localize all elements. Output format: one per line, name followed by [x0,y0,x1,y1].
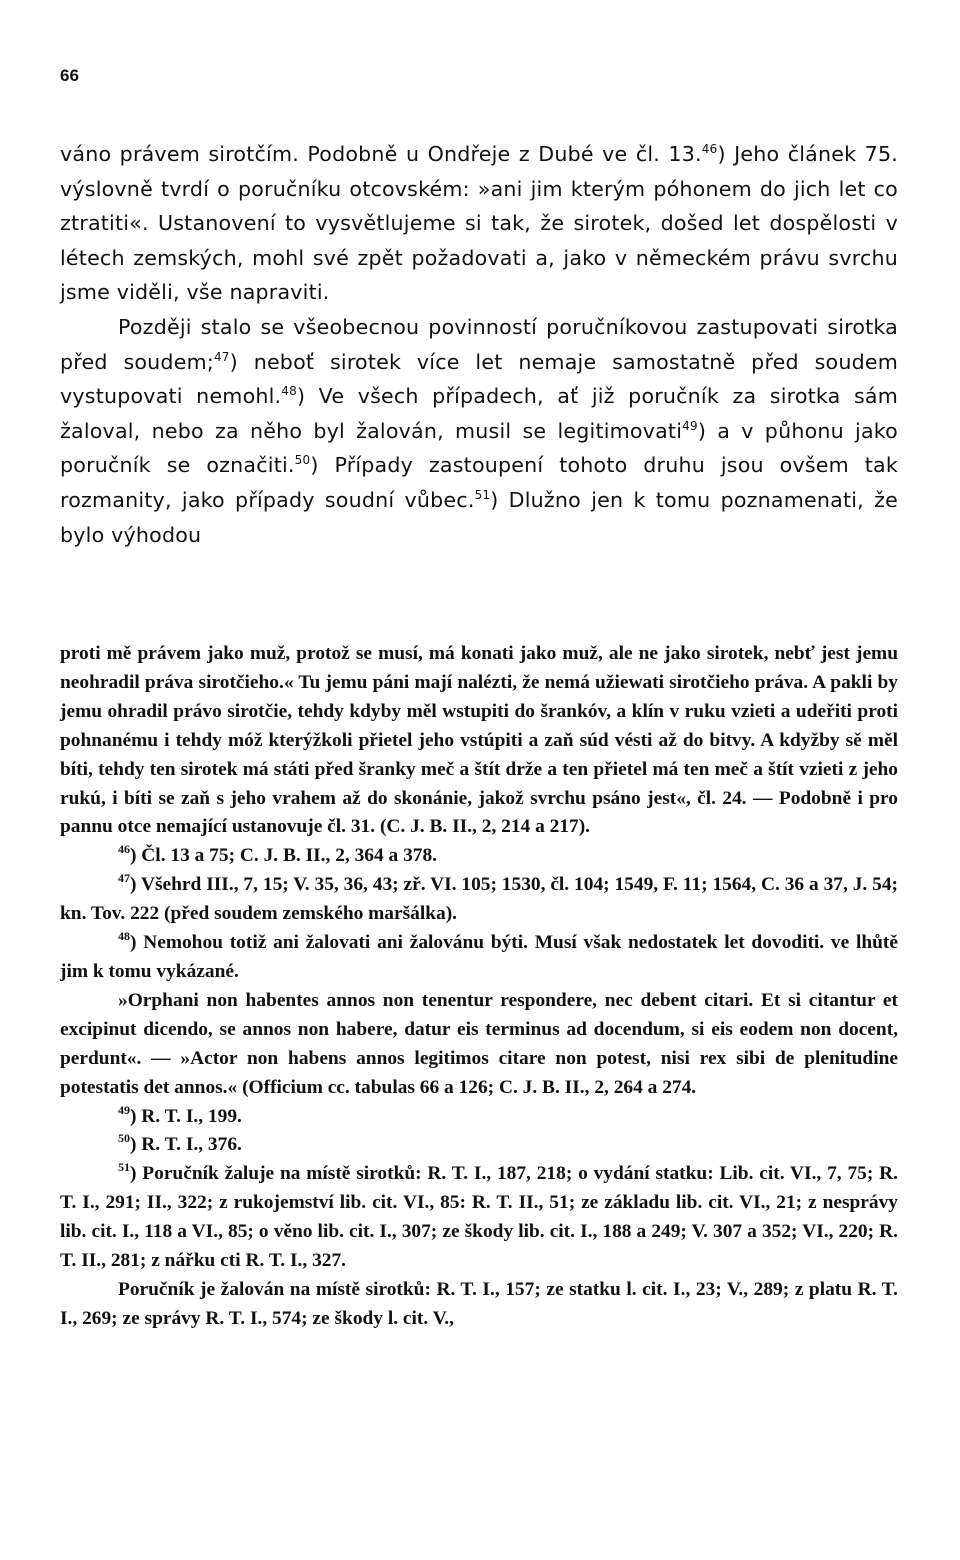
footnote-number: 51 [118,1160,130,1175]
footnote-text: ) Poručník žaluje na místě sirotků: R. T. I., 187, 218; o vydání statku: Lib. cit. VI., 7, 75; R. T. I., 291; II., 322; z rukojemství lib. cit. VI., 85: R. T. II., 51; ze základu lib. cit. VI., 21; z nesprávy lib. cit. I., 118 a VI., 85; o věno lib. cit. I., 307; ze škody lib. cit. I., 188 a 249; V. 307 a 352; VI., 220; R. T. II., 281; z nářku cti R. T. I., 327. [60,1163,898,1272]
footnote-number: 48 [118,929,130,944]
paragraph [60,310,898,552]
text-segment: ) a v půhonu jako poručník se označiti. [60,418,898,478]
footnote-50 [60,1131,898,1160]
footnote-48 [60,929,898,987]
text-segment: ) Dlužno jen k tomu poznamenati, že bylo výhodou [60,487,898,547]
footnote-reference: 51 [474,487,491,502]
footnote-reference: 46 [701,142,718,156]
footnote-51-continuation: Poručník je žalován na místě sirotků: R. T. I., 157; ze statku l. cit. I., 23; V., 289; z platu R. T. I., 269; ze správy R. T. I., 574; ze škody l. cit. V., [60,1278,898,1329]
page-number: 66 [60,66,79,85]
text-segment: ) Případy zastoupení tohoto druhu jsou ovšem tak rozmanity, jako případy soudní vůbec. [60,453,898,512]
footnote-text: ) R. T. I., 199. [130,1105,242,1127]
footnote-text: ) Čl. 13 a 75; C. J. B. II., 2, 364 a 378. [130,845,438,867]
footnote-49 [60,1103,898,1132]
footnote-text: ) Všehrd III., 7, 15; V. 35, 36, 43; zř. VI. 105; 1530, čl. 104; 1549, F. 11; 1564, C. 36 a 37, J. 54; kn. Tov. 222 (před soudem zemského maršálka). [60,874,898,925]
footnote-continuation: proti mě právem jako muž, protož se musí, má konati jako muž, ale ne jako sirotek, nebť jest jemu neohradil práva sirotčieho.« Tu jemu páni mají nalézti, že nemá užiewati sirotčieho práva. A pakli by jemu ohradil právo sirotčie, tehdy kdyby měl wstupiti do šrankóv, a klín v ruku vzieti a udeřiti proti pohnanému i tehdy móž kterýžkoli přietel jeho vstúpiti a zaň súd vésti až do bitvy. A kdyžby sě měl bíti, tehdy ten sirotek má státi před šranky meč a štít drže a ten přietel má ten meč a štít vzieti z jeho rukú, i bíti se zaň s jeho vrahem až do skonánie, jakož svrchu psáno jest«, čl. 24. — Podobně i pro pannu otce nemající ustanovuje čl. 31. (C. J. B. II., 2, 214 a 217). [60,643,898,838]
footnote-47 [60,871,898,929]
text-segment: Později stalo se všeobecnou povinností poručníkovou zastupovati sirotka před soudem; [60,314,898,374]
footnote-46 [60,842,898,871]
text-segment: ) Ve všech případech, ať již poručník za sirotka sám žaloval, nebo za něho byl žalován, musil se legitimovati [60,384,898,443]
paragraph [60,137,898,310]
footnote-number: 50 [118,1131,130,1146]
footnote-reference: 47 [213,349,230,364]
footnotes [60,640,898,1334]
footnote-number: 46 [118,842,130,857]
main-text [60,137,898,552]
footnote-reference: 49 [682,418,698,433]
footnote-text: ) R. T. I., 376. [130,1134,242,1156]
footnote-number: 49 [118,1102,130,1117]
text-segment: ) Jeho článek 75. výslovně tvrdí o poručníku otcovském: »ani jim kterým póhonem do jich let co ztratiti«. Ustanovení to vysvětlujeme si tak, že sirotek, došed let dospělosti v létech zemských, mohl své zpět požadovati a, jako v německém právu svrchu jsme viděli, vše napraviti. [60,142,898,305]
footnote-reference: 48 [281,384,297,399]
footnote-number: 47 [118,871,130,886]
text-segment: ) neboť sirotek více let nemaje samostatně před soudem vystupovati nemohl. [60,349,898,409]
footnote-reference: 50 [294,453,311,468]
footnote-text: ) Nemohou totiž ani žalovati ani žalovánu býti. Musí však nedostatek let dovoditi. ve lhůtě jim k tomu vykázané. [60,932,898,982]
footnote-48-latin: »Orphani non habentes annos non tenentur respondere, nec debent citari. Et si citantur et excipinut dicendo, se annos non habere, datur eis terminus ad docendum, si eis eodem non docent, perdunt«. — »Actor non habens annos legitimos citare non potest, nisi rex sibi de plenitudine potestatis det annos.« (Officium cc. tabulas 66 a 126; C. J. B. II., 2, 264 a 274. [60,989,898,1098]
footnote-51 [60,1160,898,1276]
text-segment: váno právem sirotčím. Podobně u Ondřeje z Dubé ve čl. 13. [60,142,702,166]
